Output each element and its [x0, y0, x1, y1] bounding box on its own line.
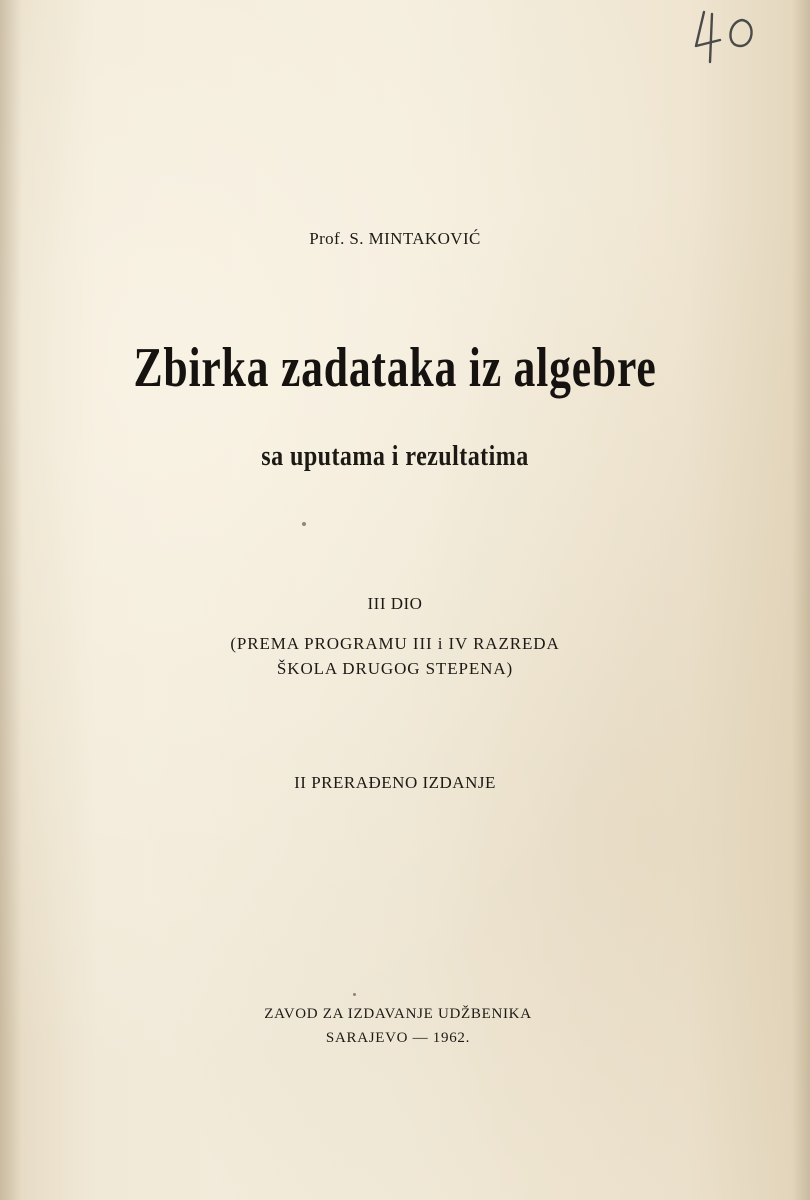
- handwritten-number-40: [690, 6, 770, 66]
- paper-speck: [302, 522, 306, 526]
- publisher-name: ZAVOD ZA IZDAVANJE UDŽBENIKA: [264, 1006, 532, 1022]
- program-note-line-2: ŠKOLA DRUGOG STEPENA): [276, 659, 514, 678]
- book-subtitle: sa uputama i rezultatima: [261, 441, 529, 472]
- author-name: Prof. S. MINTAKOVIĆ: [309, 229, 481, 248]
- book-title: Zbirka zadataka iz algebre: [133, 337, 657, 399]
- edition-note: II PRERAĐENO IZDANJE: [294, 773, 496, 792]
- volume-part: III DIO: [367, 594, 423, 613]
- paper-speck: [353, 993, 356, 996]
- program-note-line-1: (PREMA PROGRAMU III i IV RAZREDA: [230, 634, 560, 653]
- publication-place-year: SARAJEVO — 1962.: [325, 1030, 471, 1046]
